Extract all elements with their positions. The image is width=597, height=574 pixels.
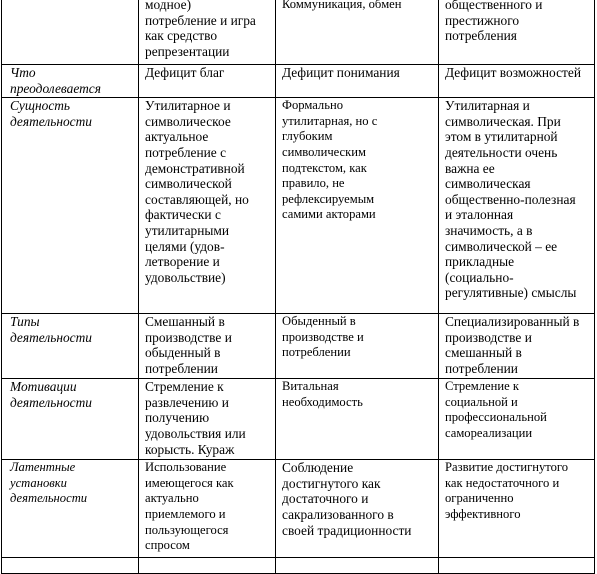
table-cell bbox=[276, 98, 439, 314]
row-label-cell bbox=[2, 98, 139, 314]
row-label-cell bbox=[2, 379, 139, 460]
cell-text: модное) потребление и игра как средство репрезентации bbox=[145, 0, 256, 59]
row-label-cell bbox=[2, 460, 139, 558]
row-label: Что преодолевается bbox=[10, 65, 101, 96]
table-cell bbox=[439, 558, 595, 574]
table-cell bbox=[439, 314, 595, 379]
cell-text: Коммуникация, обмен bbox=[282, 0, 402, 11]
table-cell bbox=[439, 460, 595, 558]
table-cell bbox=[276, 314, 439, 379]
table-cell bbox=[276, 65, 439, 98]
cell-text: Развитие достигнутого как недостаточного и ограниченно эффективного bbox=[445, 460, 569, 521]
table-cell bbox=[439, 379, 595, 460]
table-cell bbox=[439, 65, 595, 98]
table-row bbox=[2, 460, 595, 558]
table-cell bbox=[139, 98, 276, 314]
cell-text: Стремление к развлечению и получению удовольствия или корысть. Кураж bbox=[145, 379, 246, 457]
table-cell bbox=[276, 558, 439, 574]
table-cell bbox=[139, 314, 276, 379]
table-row bbox=[2, 379, 595, 460]
cell-text: Стремление к социальной и профессиональной самореализации bbox=[445, 379, 547, 440]
row-label: Латентные установки деятельности bbox=[10, 460, 88, 506]
cell-text: Специализированный в производстве и смешанный в потреблении bbox=[445, 314, 580, 376]
row-label-cell bbox=[2, 558, 139, 574]
cell-text: Дефицит благ bbox=[145, 65, 225, 80]
table-cell bbox=[439, 0, 595, 65]
cell-text: Обыденный в производстве и потреблении bbox=[282, 314, 364, 360]
cell-text: общественного и престижного потребления bbox=[445, 0, 543, 44]
table-cell bbox=[139, 460, 276, 558]
cell-text: Утилитарное и символическое актуальное потребление с демонстративной символической составляющей, но фактически с утилитарными целями (удов- летворение и удовольствие) bbox=[145, 98, 249, 285]
table-cell bbox=[139, 65, 276, 98]
table-row bbox=[2, 65, 595, 98]
table-row bbox=[2, 314, 595, 379]
cell-text: Смешанный в производстве и обыденный в потреблении bbox=[145, 314, 232, 376]
table-cell bbox=[276, 379, 439, 460]
cell-text: Соблюдение достигнутого как достаточного и сакрализованного в своей традиционности bbox=[282, 460, 412, 538]
comparison-table bbox=[1, 0, 595, 574]
cell-text: Дефицит понимания bbox=[282, 65, 400, 80]
row-label-cell bbox=[2, 314, 139, 379]
row-label: Типы деятельности bbox=[10, 314, 92, 345]
row-label: Сущность деятельности bbox=[10, 98, 92, 129]
cell-text: Использование имеющегося как актуально приемлемого и пользующегося спросом bbox=[145, 460, 234, 553]
table-cell bbox=[439, 98, 595, 314]
row-label-cell bbox=[2, 0, 139, 65]
cell-text: Утилитарная и символическая. При этом в утилитарной деятельности очень важна ее символическая общественно-полезная и эталонная значимость, а в символической – ее прикладные (социально- регулятивные) смыслы bbox=[445, 98, 577, 301]
cell-text: Дефицит возможностей bbox=[445, 65, 581, 80]
table-cell bbox=[276, 0, 439, 65]
cell-text: Формально утилитарная, но с глубоким символическим подтекстом, как правило, не рефлексируемым самими акторами bbox=[282, 98, 378, 222]
table-cell bbox=[139, 0, 276, 65]
table-cell bbox=[139, 379, 276, 460]
table-row bbox=[2, 558, 595, 574]
table-cell bbox=[139, 558, 276, 574]
row-label: Мотивации деятельности bbox=[10, 379, 92, 410]
table-cell bbox=[276, 460, 439, 558]
table-row bbox=[2, 98, 595, 314]
row-label-cell bbox=[2, 65, 139, 98]
cell-text: Витальная необходимость bbox=[282, 379, 363, 409]
table-row bbox=[2, 0, 595, 65]
